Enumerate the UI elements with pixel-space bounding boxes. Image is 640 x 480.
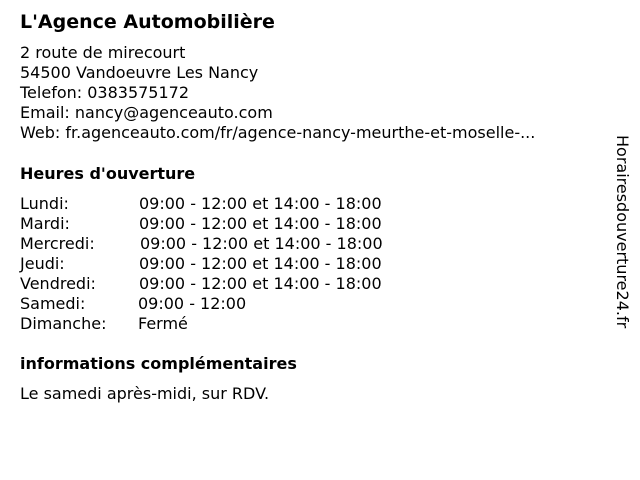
hours-heading: Heures d'ouverture	[20, 164, 196, 183]
day-hours: 09:00 - 12:00 et 14:00 - 18:00	[139, 194, 382, 213]
hours-row-friday	[20, 274, 580, 294]
day-hours: 09:00 - 12:00	[138, 294, 247, 313]
hours-row-tuesday	[20, 214, 580, 234]
hours-row-thursday	[20, 254, 580, 274]
business-name: L'Agence Automobilière	[20, 11, 275, 33]
info-heading: informations complémentaires	[20, 354, 297, 373]
day-label: Dimanche:	[20, 314, 107, 333]
day-label: Mercredi:	[20, 234, 95, 253]
address-street: 2 route de mirecourt	[20, 43, 186, 62]
phone-number[interactable]: Telefon: 0383575172	[20, 83, 190, 102]
day-hours: 09:00 - 12:00 et 14:00 - 18:00	[139, 254, 382, 273]
day-label: Lundi:	[20, 194, 69, 213]
day-hours: 09:00 - 12:00 et 14:00 - 18:00	[140, 234, 383, 253]
address-block	[20, 43, 535, 143]
day-label: Vendredi:	[20, 274, 96, 293]
hours-row-saturday	[20, 294, 580, 314]
day-hours: 09:00 - 12:00 et 14:00 - 18:00	[139, 214, 382, 233]
day-hours: Fermé	[138, 314, 188, 333]
address-city: 54500 Vandoeuvre Les Nancy	[20, 63, 259, 82]
hours-table	[20, 194, 580, 334]
hours-row-monday	[20, 194, 580, 214]
website-link[interactable]: Web: fr.agenceauto.com/fr/agence-nancy-meurthe-et-moselle-...	[20, 123, 536, 142]
site-watermark: Horairesdouverture24.fr	[613, 135, 632, 329]
day-hours: 09:00 - 12:00 et 14:00 - 18:00	[139, 274, 382, 293]
email-address[interactable]: Email: nancy@agenceauto.com	[20, 103, 273, 122]
day-label: Mardi:	[20, 214, 70, 233]
hours-row-wednesday	[20, 234, 580, 254]
day-label: Samedi:	[20, 294, 86, 313]
hours-row-sunday	[20, 314, 580, 334]
day-label: Jeudi:	[20, 254, 65, 273]
info-text: Le samedi après-midi, sur RDV.	[20, 384, 270, 403]
